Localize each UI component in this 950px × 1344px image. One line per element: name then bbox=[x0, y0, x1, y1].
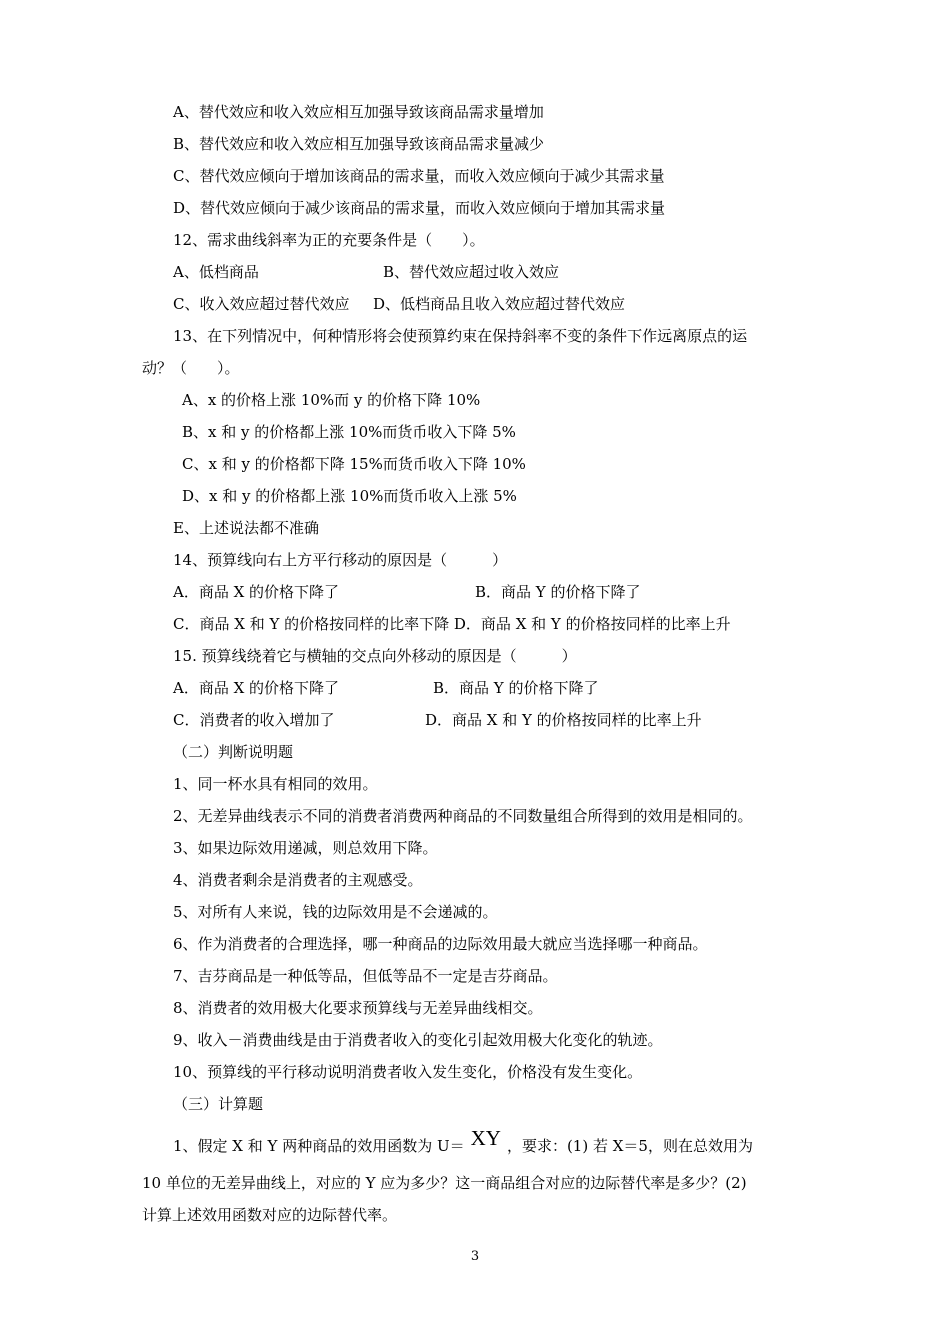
q12-option-c: C、收入效应超过替代效应 bbox=[173, 295, 350, 313]
calc-q1-text-end: ，要求：(1) 若 X＝5，则在总效用为 bbox=[506, 1137, 753, 1155]
utility-formula: XY bbox=[470, 1126, 501, 1150]
judgment-item-6: 6、作为消费者的合理选择，哪一种商品的边际效用最大就应当选择哪一种商品。 bbox=[173, 935, 708, 953]
judgment-item-4: 4、消费者剩余是消费者的主观感受。 bbox=[173, 871, 423, 889]
q13-option-e: E、上述说法都不准确 bbox=[173, 519, 319, 537]
q11-option-d: D、替代效应倾向于减少该商品的需求量，而收入效应倾向于增加其需求量 bbox=[173, 199, 666, 217]
judgment-item-7: 7、吉芬商品是一种低等品，但低等品不一定是吉芬商品。 bbox=[173, 967, 558, 985]
q12-option-b: B、替代效应超过收入效应 bbox=[383, 263, 560, 281]
q13-stem-line1: 13、在下列情况中，何种情形将会使预算约束在保持斜率不变的条件下作远离原点的运 bbox=[173, 327, 748, 345]
q15-option-d: D．商品 X 和 Y 的价格按同样的比率上升 bbox=[425, 711, 702, 729]
q11-option-b: B、替代效应和收入效应相互加强导致该商品需求量减少 bbox=[173, 135, 545, 153]
q12-options-row2 bbox=[173, 294, 626, 314]
q11-option-a: A、替代效应和收入效应相互加强导致该商品需求量增加 bbox=[173, 103, 544, 121]
q14-options-row2: C．商品 X 和 Y 的价格按同样的比率下降 D．商品 X 和 Y 的价格按同样的比率上升 bbox=[173, 615, 731, 633]
q13-stem-line2: 动？（ ）。 bbox=[142, 359, 240, 377]
q15-options-row2 bbox=[173, 710, 702, 730]
judgment-item-1: 1、同一杯水具有相同的效用。 bbox=[173, 775, 378, 793]
judgment-item-9: 9、收入－消费曲线是由于消费者收入的变化引起效用极大化变化的轨迹。 bbox=[173, 1031, 663, 1049]
q12-stem: 12、需求曲线斜率为正的充要条件是（ ）。 bbox=[173, 231, 485, 249]
q12-options-row1 bbox=[173, 262, 560, 282]
calc-q1-line2: 10 单位的无差异曲线上，对应的 Y 应为多少？这一商品组合对应的边际替代率是多少？(2) bbox=[142, 1174, 747, 1192]
q15-option-b: B．商品 Y 的价格下降了 bbox=[433, 679, 599, 697]
q12-option-d: D、低档商品且收入效应超过替代效应 bbox=[373, 295, 626, 313]
judgment-item-10: 10、预算线的平行移动说明消费者收入发生变化，价格没有发生变化。 bbox=[173, 1063, 643, 1081]
q15-option-a: A．商品 X 的价格下降了 bbox=[173, 679, 340, 697]
judgment-item-2: 2、无差异曲线表示不同的消费者消费两种商品的不同数量组合所得到的效用是相同的。 bbox=[173, 807, 753, 825]
q11-option-c: C、替代效应倾向于增加该商品的需求量，而收入效应倾向于减少其需求量 bbox=[173, 167, 665, 185]
q14-options-row1 bbox=[173, 582, 641, 602]
q15-options-row1 bbox=[173, 678, 599, 698]
judgment-item-8: 8、消费者的效用极大化要求预算线与无差异曲线相交。 bbox=[173, 999, 543, 1017]
q13-option-c: C、x 和 y 的价格都下降 15%而货币收入下降 10% bbox=[182, 455, 526, 473]
q14-option-b: B．商品 Y 的价格下降了 bbox=[475, 583, 641, 601]
calc-q1-text-start: 1、假定 X 和 Y 两种商品的效用函数为 U＝ bbox=[173, 1137, 465, 1155]
section3-title: （三）计算题 bbox=[173, 1095, 264, 1113]
judgment-item-3: 3、如果边际效用递减，则总效用下降。 bbox=[173, 839, 438, 857]
page-number: 3 bbox=[470, 1249, 480, 1264]
q13-option-d: D、x 和 y 的价格都上涨 10%而货币收入上涨 5% bbox=[182, 487, 517, 505]
calc-q1-line1 bbox=[173, 1126, 753, 1156]
q12-option-a: A、低档商品 bbox=[173, 263, 259, 281]
q15-option-c: C．消费者的收入增加了 bbox=[173, 711, 335, 729]
q14-option-a: A．商品 X 的价格下降了 bbox=[173, 583, 340, 601]
q13-option-b: B、x 和 y 的价格都上涨 10%而货币收入下降 5% bbox=[182, 423, 516, 441]
calc-q1-line3: 计算上述效用函数对应的边际替代率。 bbox=[142, 1206, 398, 1224]
judgment-item-5: 5、对所有人来说，钱的边际效用是不会递减的。 bbox=[173, 903, 498, 921]
section2-title: （二）判断说明题 bbox=[173, 743, 294, 761]
q13-option-a: A、x 的价格上涨 10%而 y 的价格下降 10% bbox=[182, 391, 481, 409]
q15-stem: 15. 预算线绕着它与横轴的交点向外移动的原因是（ ） bbox=[173, 647, 577, 665]
q14-stem: 14、预算线向右上方平行移动的原因是（ ） bbox=[173, 551, 508, 569]
